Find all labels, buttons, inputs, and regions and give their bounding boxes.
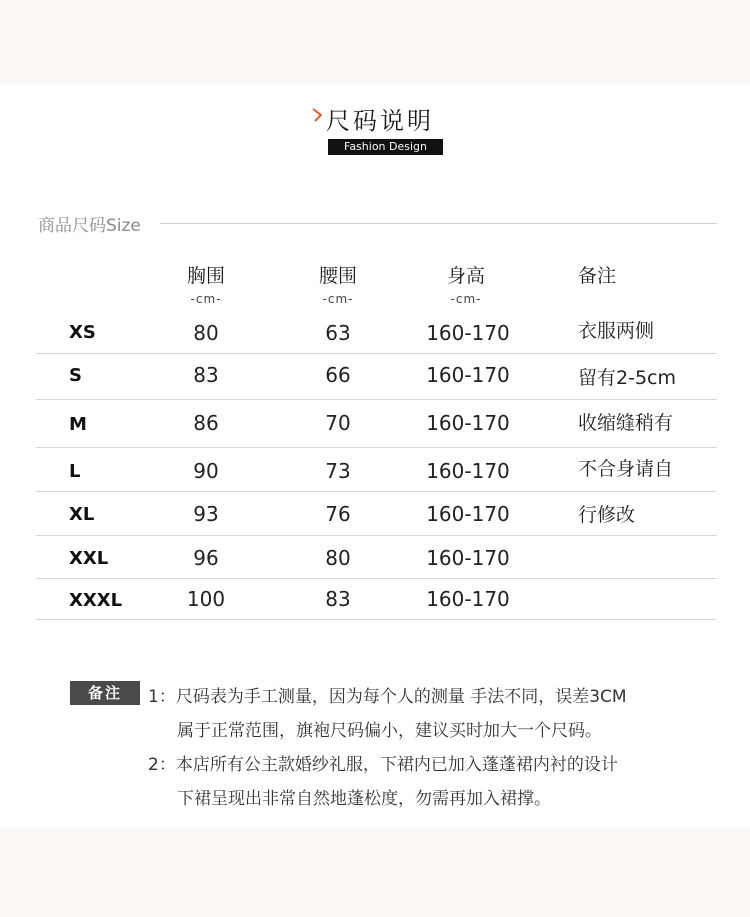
row-divider bbox=[36, 535, 717, 536]
section-divider bbox=[160, 223, 717, 224]
row-divider bbox=[36, 619, 717, 620]
bottom-band bbox=[0, 828, 750, 917]
height-cell: 160-170 bbox=[426, 546, 510, 570]
size-cell: XS bbox=[69, 322, 96, 343]
column-header-waist bbox=[278, 261, 398, 306]
note-line: 衣服两侧 bbox=[578, 320, 655, 342]
chest-cell: 100 bbox=[186, 587, 226, 611]
size-cell: M bbox=[69, 414, 87, 435]
section-label: 商品尺码Size bbox=[38, 216, 141, 236]
chest-cell: 90 bbox=[193, 459, 219, 483]
row-divider bbox=[36, 399, 717, 400]
size-cell: L bbox=[69, 461, 81, 482]
waist-cell: 73 bbox=[325, 459, 351, 483]
note-line: 行修改 bbox=[578, 504, 636, 526]
page-subtitle: Fashion Design bbox=[328, 139, 443, 155]
chest-cell: 93 bbox=[193, 502, 219, 526]
remark-line: 1：尺码表为手工测量，因为每个人的测量 手法不同，误差3CM bbox=[148, 687, 627, 707]
height-cell: 160-170 bbox=[426, 321, 510, 345]
top-band bbox=[0, 0, 750, 84]
row-divider bbox=[36, 447, 717, 448]
height-cell: 160-170 bbox=[426, 587, 510, 611]
chest-cell: 80 bbox=[193, 321, 219, 345]
height-cell: 160-170 bbox=[426, 459, 510, 483]
size-cell: XL bbox=[69, 504, 95, 525]
size-cell: XXL bbox=[69, 548, 109, 569]
height-cell: 160-170 bbox=[426, 411, 510, 435]
column-header-chest bbox=[146, 261, 266, 306]
note-line: 不合身请自 bbox=[578, 458, 674, 480]
title-accent-mark bbox=[312, 108, 322, 122]
size-cell: S bbox=[69, 365, 82, 386]
waist-cell: 66 bbox=[325, 363, 351, 387]
column-header-unit: -cm- bbox=[190, 292, 222, 306]
remark-line: 下裙呈现出非常自然地蓬松度，勿需再加入裙撑。 bbox=[177, 789, 551, 809]
column-header-label: 身高 bbox=[446, 265, 485, 287]
chest-cell: 83 bbox=[193, 363, 219, 387]
column-header-unit: -cm- bbox=[322, 292, 354, 306]
remark-line: 2：本店所有公主款婚纱礼服，下裙内已加入蓬蓬裙内衬的设计 bbox=[148, 755, 618, 775]
waist-cell: 70 bbox=[325, 411, 351, 435]
waist-cell: 80 bbox=[325, 546, 351, 570]
height-cell: 160-170 bbox=[426, 502, 510, 526]
column-header-label: 胸围 bbox=[186, 265, 225, 287]
column-header-unit: -cm- bbox=[450, 292, 482, 306]
height-cell: 160-170 bbox=[426, 363, 510, 387]
waist-cell: 83 bbox=[325, 587, 351, 611]
remarks-badge: 备注 bbox=[70, 681, 140, 705]
waist-cell: 76 bbox=[325, 502, 351, 526]
note-line: 收缩缝稍有 bbox=[578, 412, 674, 434]
row-divider bbox=[36, 491, 717, 492]
chest-cell: 96 bbox=[193, 546, 219, 570]
column-header-note: 备注 bbox=[578, 265, 617, 287]
remark-line: 属于正常范围，旗袍尺码偏小，建议买时加大一个尺码。 bbox=[177, 721, 602, 741]
column-header-height bbox=[406, 261, 526, 306]
page-title: 尺码说明 bbox=[326, 107, 434, 135]
waist-cell: 63 bbox=[325, 321, 351, 345]
column-header-label: 腰围 bbox=[318, 265, 357, 287]
chest-cell: 86 bbox=[193, 411, 219, 435]
row-divider bbox=[36, 353, 717, 354]
size-cell: XXXL bbox=[69, 590, 123, 611]
note-line: 留有2-5cm bbox=[578, 367, 676, 389]
row-divider bbox=[36, 578, 717, 579]
